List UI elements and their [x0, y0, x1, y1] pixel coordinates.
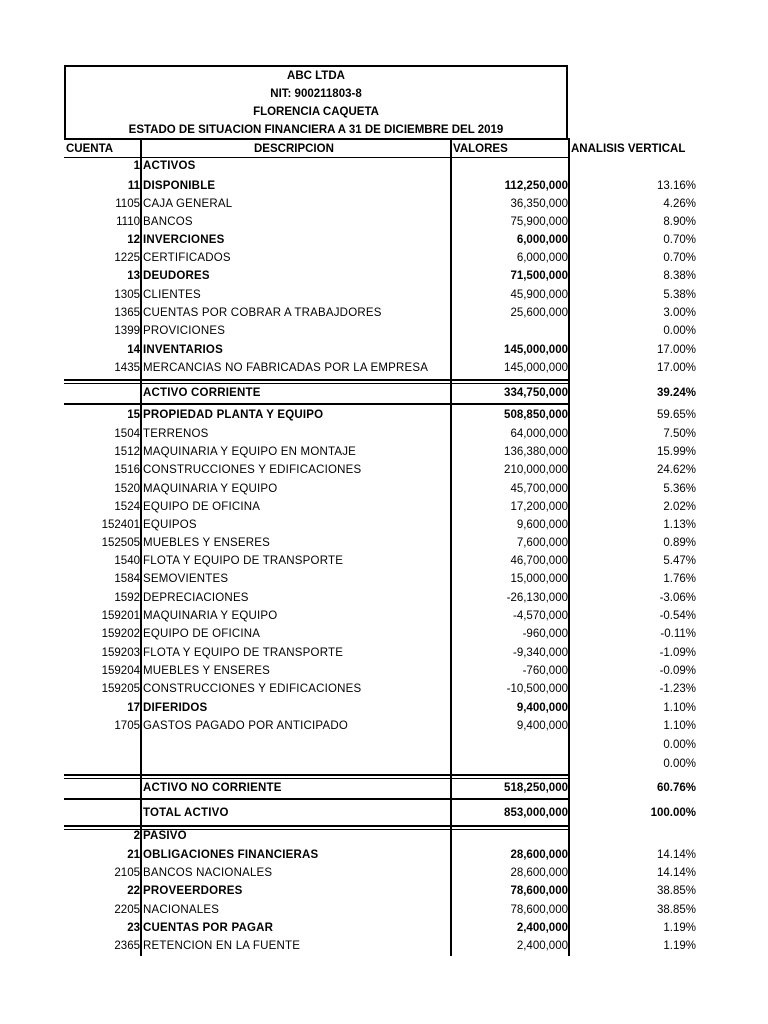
percent-cell: 0.89% — [663, 537, 696, 549]
description-cell: CERTIFICADOS — [143, 252, 231, 264]
code-cell: 1516 — [114, 464, 140, 476]
subtotal-rule-top-2 — [64, 383, 570, 384]
code-cell: 11 — [127, 180, 140, 192]
percent-cell: -0.11% — [660, 628, 696, 640]
percent-cell: -3.06% — [659, 592, 696, 604]
code-cell: 2365 — [114, 940, 140, 952]
code-cell: 22 — [127, 885, 140, 897]
percent-cell: 3.00% — [663, 307, 696, 319]
value-cell: 75,900,000 — [510, 216, 568, 228]
column-header-cuenta: CUENTA — [66, 143, 114, 155]
noncurrent-rule-top-2 — [64, 778, 570, 779]
noncurrent-rule-top-1 — [64, 774, 570, 776]
description-cell: ACTIVO CORRIENTE — [143, 387, 261, 399]
percent-cell: 8.38% — [663, 270, 696, 282]
value-cell: 518,250,000 — [504, 782, 568, 794]
value-cell: 2,400,000 — [516, 940, 568, 952]
description-cell: CONSTRUCCIONES Y EDIFICACIONES — [143, 683, 362, 695]
percent-cell: 5.47% — [663, 555, 696, 567]
percent-cell: -0.54% — [659, 610, 696, 622]
value-cell: 9,400,000 — [516, 720, 568, 732]
value-cell: -26,130,000 — [506, 592, 568, 604]
code-cell: 14 — [127, 344, 140, 356]
value-cell: 508,850,000 — [504, 409, 568, 421]
code-cell: 12 — [127, 234, 140, 246]
value-cell: 78,600,000 — [510, 885, 568, 897]
percent-cell: 0.00% — [663, 325, 696, 337]
description-cell: EQUIPOS — [143, 519, 197, 531]
description-cell: DIFERIDOS — [143, 702, 208, 714]
column-divider-code — [140, 138, 142, 956]
column-divider-desc — [450, 138, 452, 956]
description-cell: BANCOS NACIONALES — [143, 867, 273, 879]
value-cell: 9,600,000 — [516, 519, 568, 531]
value-cell: 112,250,000 — [504, 180, 568, 192]
description-cell: MERCANCIAS NO FABRICADAS POR LA EMPRESA — [143, 362, 429, 374]
description-cell: DEPRECIACIONES — [143, 592, 249, 604]
description-cell: RETENCION EN LA FUENTE — [143, 940, 301, 952]
value-cell: 28,600,000 — [510, 867, 568, 879]
code-cell: 15 — [127, 409, 140, 421]
percent-cell: 59.65% — [656, 409, 696, 421]
percent-cell: 17.00% — [656, 362, 696, 374]
percent-cell: 24.62% — [656, 464, 696, 476]
description-cell: FLOTA Y EQUIPO DE TRANSPORTE — [143, 647, 344, 659]
value-cell: 210,000,000 — [504, 464, 568, 476]
percent-cell: 7.50% — [663, 428, 696, 440]
column-divider-value — [568, 138, 570, 956]
value-cell: 136,380,000 — [504, 446, 568, 458]
description-cell: EQUIPO DE OFICINA — [143, 628, 261, 640]
description-cell: CAJA GENERAL — [143, 198, 233, 210]
value-cell: 15,000,000 — [510, 573, 568, 585]
code-cell: 1399 — [114, 325, 140, 337]
code-cell: 2105 — [114, 867, 140, 879]
description-cell: SEMOVIENTES — [143, 573, 229, 585]
description-cell: DEUDORES — [143, 270, 210, 282]
column-header-analisis: ANALISIS VERTICAL — [571, 143, 686, 155]
value-cell: 28,600,000 — [510, 849, 568, 861]
code-cell: 159201 — [101, 610, 140, 622]
percent-cell: 14.14% — [656, 849, 696, 861]
code-cell: 1592 — [114, 592, 140, 604]
description-cell: TERRENOS — [143, 428, 209, 440]
percent-cell: 0.00% — [663, 758, 696, 770]
value-cell: -960,000 — [522, 628, 568, 640]
percent-cell: 1.19% — [663, 922, 696, 934]
value-cell: 25,600,000 — [510, 307, 568, 319]
code-cell: 13 — [127, 270, 140, 282]
code-cell: 159203 — [101, 647, 140, 659]
description-cell: NACIONALES — [143, 904, 220, 916]
column-header-valores: VALORES — [453, 143, 508, 155]
value-cell: 853,000,000 — [504, 807, 568, 819]
percent-cell: 1.10% — [663, 702, 696, 714]
report-header — [64, 65, 568, 138]
description-cell: CLIENTES — [143, 289, 201, 301]
value-cell: -10,500,000 — [506, 683, 568, 695]
value-cell: 45,700,000 — [510, 483, 568, 495]
percent-cell: 17.00% — [656, 344, 696, 356]
percent-cell: 15.99% — [656, 446, 696, 458]
percent-cell: 5.38% — [663, 289, 696, 301]
code-cell: 159202 — [101, 628, 140, 640]
noncurrent-rule-bottom — [64, 798, 570, 800]
value-cell: 46,700,000 — [510, 555, 568, 567]
code-cell: 1110 — [116, 216, 140, 228]
description-cell: ACTIVOS — [143, 160, 196, 172]
description-cell: CUENTAS POR PAGAR — [143, 922, 274, 934]
description-cell: INVERCIONES — [143, 234, 225, 246]
column-header-descripcion: DESCRIPCION — [254, 143, 334, 155]
description-cell: PROVEERDORES — [143, 885, 243, 897]
value-cell: 36,350,000 — [510, 198, 568, 210]
description-cell: PROPIEDAD PLANTA Y EQUIPO — [143, 409, 324, 421]
percent-cell: 1.19% — [663, 940, 696, 952]
description-cell: EQUIPO DE OFICINA — [143, 501, 261, 513]
percent-cell: 38.85% — [656, 904, 696, 916]
company-city: FLORENCIA CAQUETA — [253, 106, 379, 118]
description-cell: ACTIVO NO CORRIENTE — [143, 782, 282, 794]
company-nit: NIT: 900211803-8 — [270, 88, 362, 100]
value-cell: -4,570,000 — [513, 610, 568, 622]
description-cell: PASIVO — [143, 830, 187, 842]
percent-cell: 14.14% — [656, 867, 696, 879]
company-name: ABC LTDA — [287, 70, 345, 82]
value-cell: 71,500,000 — [510, 270, 568, 282]
percent-cell: 0.00% — [663, 739, 696, 751]
code-cell: 2 — [133, 830, 140, 842]
code-cell: 1225 — [114, 252, 140, 264]
percent-cell: 2.02% — [663, 501, 696, 513]
percent-cell: 100.00% — [650, 807, 696, 819]
subtotal-rule-bottom — [64, 403, 570, 405]
percent-cell: 1.13% — [663, 519, 696, 531]
value-cell: 17,200,000 — [510, 501, 568, 513]
value-cell: 145,000,000 — [504, 344, 568, 356]
value-cell: 64,000,000 — [510, 428, 568, 440]
code-cell: 1435 — [114, 362, 140, 374]
code-cell: 1504 — [114, 428, 140, 440]
code-cell: 1365 — [114, 307, 140, 319]
subtotal-rule-top-1 — [64, 379, 570, 381]
code-cell: 1105 — [115, 198, 140, 210]
value-cell: 2,400,000 — [516, 922, 568, 934]
code-cell: 1305 — [114, 289, 140, 301]
percent-cell: -1.09% — [659, 647, 696, 659]
value-cell: 6,000,000 — [516, 234, 568, 246]
description-cell: MAQUINARIA Y EQUIPO — [143, 610, 278, 622]
code-cell: 1 — [133, 160, 140, 172]
percent-cell: 1.76% — [663, 573, 696, 585]
percent-cell: -0.09% — [659, 665, 696, 677]
code-cell: 1520 — [114, 483, 140, 495]
description-cell: OBLIGACIONES FINANCIERAS — [143, 849, 319, 861]
percent-cell: 38.85% — [656, 885, 696, 897]
value-cell: 78,600,000 — [510, 904, 568, 916]
description-cell: DISPONIBLE — [143, 180, 216, 192]
code-cell: 152401 — [101, 519, 140, 531]
description-cell: MAQUINARIA Y EQUIPO EN MONTAJE — [143, 446, 357, 458]
percent-cell: 1.10% — [663, 720, 696, 732]
percent-cell: 5.36% — [663, 483, 696, 495]
value-cell: -9,340,000 — [513, 647, 568, 659]
code-cell: 1705 — [114, 720, 140, 732]
value-cell: -760,000 — [522, 665, 568, 677]
code-cell: 23 — [127, 922, 140, 934]
description-cell: GASTOS PAGADO POR ANTICIPADO — [143, 720, 348, 732]
description-cell: FLOTA Y EQUIPO DE TRANSPORTE — [143, 555, 344, 567]
value-cell: 7,600,000 — [516, 537, 568, 549]
code-cell: 1512 — [114, 446, 140, 458]
code-cell: 159204 — [101, 665, 140, 677]
percent-cell: 13.16% — [656, 180, 696, 192]
code-cell: 1524 — [114, 501, 140, 513]
description-cell: CONSTRUCCIONES Y EDIFICACIONES — [143, 464, 362, 476]
description-cell: MUEBLES Y ENSERES — [143, 537, 270, 549]
value-cell: 334,750,000 — [504, 387, 568, 399]
value-cell: 145,000,000 — [504, 362, 568, 374]
description-cell: CUENTAS POR COBRAR A TRABAJDORES — [143, 307, 382, 319]
percent-cell: 0.70% — [663, 234, 696, 246]
value-cell: 9,400,000 — [516, 702, 568, 714]
description-cell: TOTAL ACTIVO — [143, 807, 229, 819]
code-cell: 17 — [127, 702, 140, 714]
description-cell: MAQUINARIA Y EQUIPO — [143, 483, 278, 495]
description-cell: MUEBLES Y ENSERES — [143, 665, 270, 677]
code-cell: 1540 — [114, 555, 140, 567]
description-cell: BANCOS — [143, 216, 193, 228]
percent-cell: 8.90% — [663, 216, 696, 228]
code-cell: 1584 — [114, 573, 140, 585]
description-cell: PROVICIONES — [143, 325, 226, 337]
percent-cell: 39.24% — [656, 387, 696, 399]
percent-cell: 0.70% — [663, 252, 696, 264]
report-title: ESTADO DE SITUACION FINANCIERA A 31 DE DICIEMBRE DEL 2019 — [128, 124, 504, 136]
code-cell: 152505 — [101, 537, 140, 549]
percent-cell: 60.76% — [656, 782, 696, 794]
description-cell: INVENTARIOS — [143, 344, 223, 356]
value-cell: 45,900,000 — [510, 289, 568, 301]
code-cell: 2205 — [114, 904, 140, 916]
percent-cell: -1.23% — [659, 683, 696, 695]
code-cell: 21 — [127, 849, 140, 861]
code-cell: 159205 — [101, 683, 140, 695]
percent-cell: 4.26% — [663, 198, 696, 210]
value-cell: 6,000,000 — [516, 252, 568, 264]
